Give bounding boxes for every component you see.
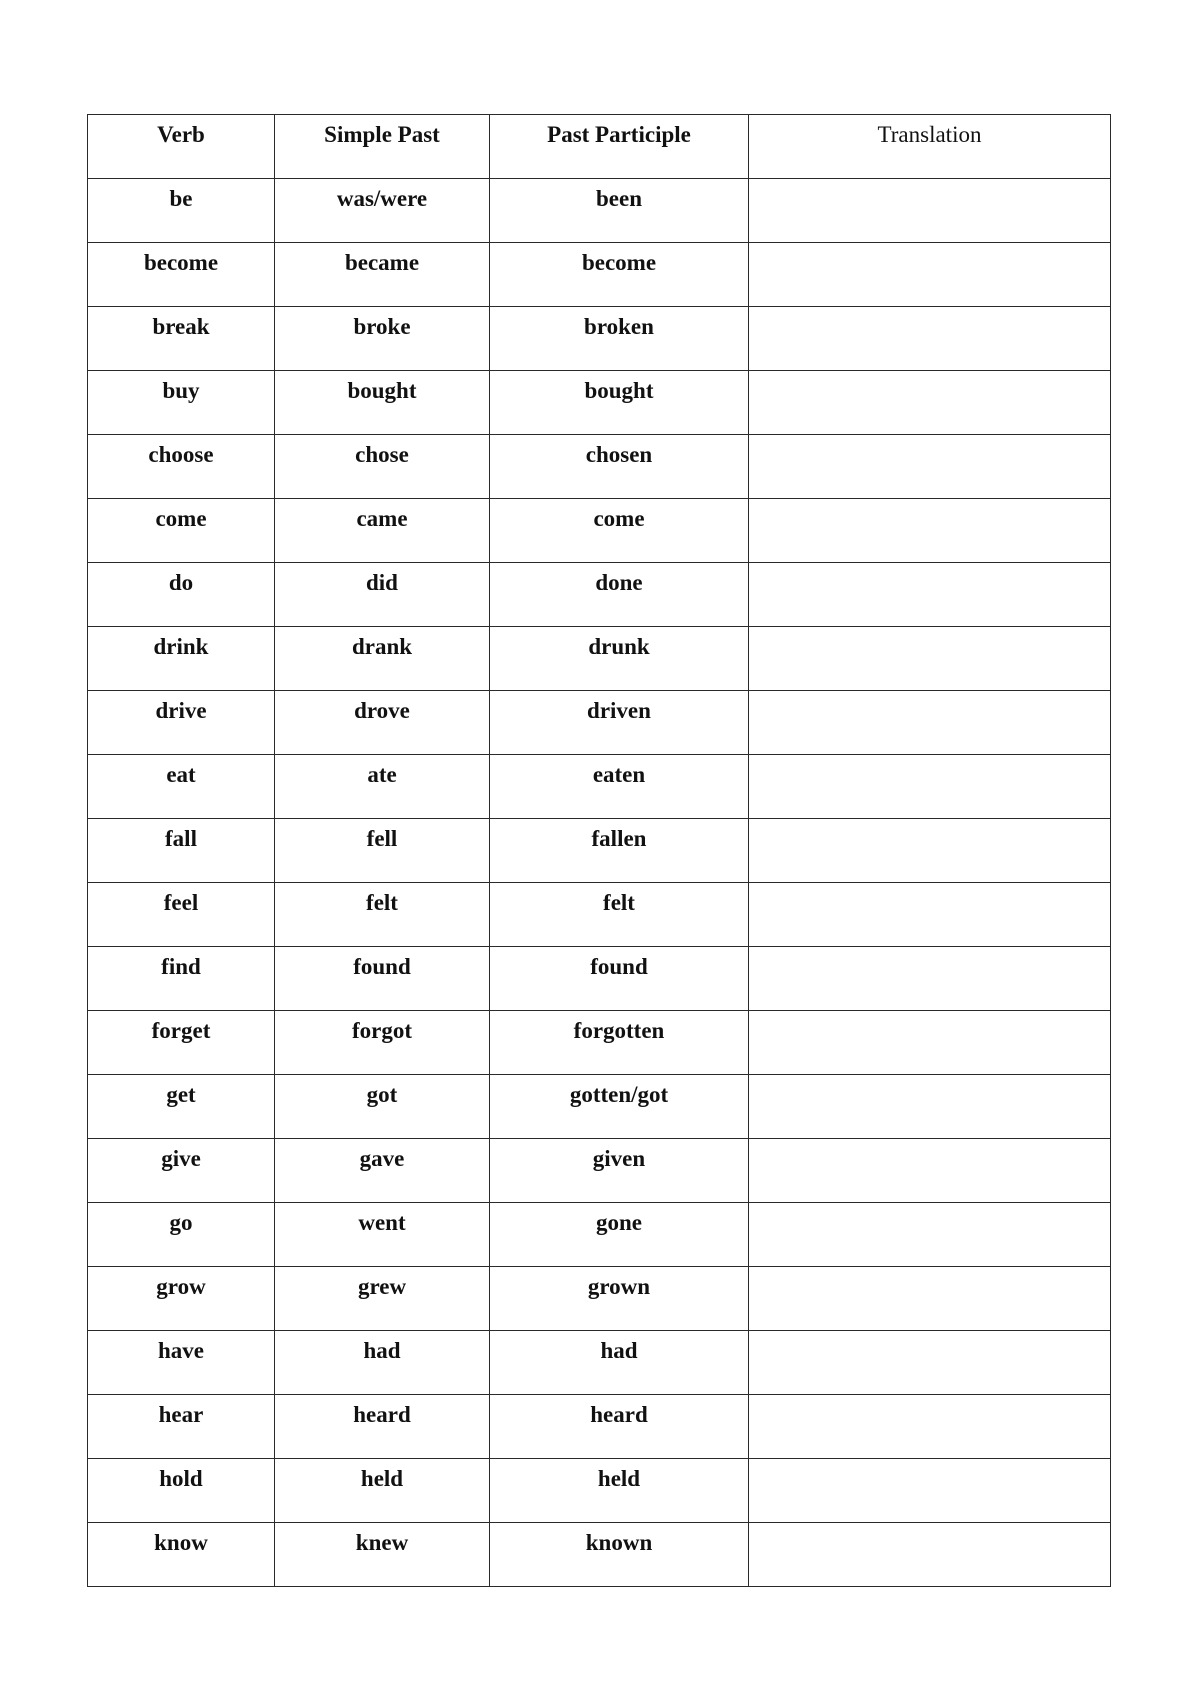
translation-cell[interactable] bbox=[749, 1395, 1111, 1459]
past-participle-cell: driven bbox=[490, 691, 749, 755]
simple-past-cell: broke bbox=[275, 307, 490, 371]
table-row bbox=[88, 371, 1111, 435]
table-row bbox=[88, 1331, 1111, 1395]
table-row bbox=[88, 1267, 1111, 1331]
translation-cell[interactable] bbox=[749, 499, 1111, 563]
translation-cell[interactable] bbox=[749, 1459, 1111, 1523]
table-row bbox=[88, 819, 1111, 883]
table-body bbox=[88, 179, 1111, 1587]
verb-cell: eat bbox=[88, 755, 275, 819]
translation-cell[interactable] bbox=[749, 371, 1111, 435]
verb-cell: find bbox=[88, 947, 275, 1011]
header-simple-past: Simple Past bbox=[275, 115, 490, 179]
past-participle-cell: had bbox=[490, 1331, 749, 1395]
translation-cell[interactable] bbox=[749, 243, 1111, 307]
simple-past-cell: ate bbox=[275, 755, 490, 819]
past-participle-cell: eaten bbox=[490, 755, 749, 819]
verb-cell: know bbox=[88, 1523, 275, 1587]
verb-cell: fall bbox=[88, 819, 275, 883]
header-row bbox=[88, 115, 1111, 179]
table-row bbox=[88, 179, 1111, 243]
verb-cell: drive bbox=[88, 691, 275, 755]
table-row bbox=[88, 1139, 1111, 1203]
past-participle-cell: come bbox=[490, 499, 749, 563]
simple-past-cell: came bbox=[275, 499, 490, 563]
table-row bbox=[88, 627, 1111, 691]
verb-cell: be bbox=[88, 179, 275, 243]
table-row bbox=[88, 1395, 1111, 1459]
table-row bbox=[88, 435, 1111, 499]
simple-past-cell: got bbox=[275, 1075, 490, 1139]
simple-past-cell: heard bbox=[275, 1395, 490, 1459]
translation-cell[interactable] bbox=[749, 563, 1111, 627]
header-translation: Translation bbox=[749, 115, 1111, 179]
past-participle-cell: bought bbox=[490, 371, 749, 435]
table-row bbox=[88, 883, 1111, 947]
simple-past-cell: held bbox=[275, 1459, 490, 1523]
translation-cell[interactable] bbox=[749, 627, 1111, 691]
translation-cell[interactable] bbox=[749, 691, 1111, 755]
simple-past-cell: chose bbox=[275, 435, 490, 499]
table-row bbox=[88, 1203, 1111, 1267]
past-participle-cell: gotten/got bbox=[490, 1075, 749, 1139]
header-verb: Verb bbox=[88, 115, 275, 179]
verb-cell: hold bbox=[88, 1459, 275, 1523]
past-participle-cell: done bbox=[490, 563, 749, 627]
simple-past-cell: became bbox=[275, 243, 490, 307]
simple-past-cell: grew bbox=[275, 1267, 490, 1331]
simple-past-cell: felt bbox=[275, 883, 490, 947]
past-participle-cell: chosen bbox=[490, 435, 749, 499]
verb-cell: go bbox=[88, 1203, 275, 1267]
translation-cell[interactable] bbox=[749, 435, 1111, 499]
translation-cell[interactable] bbox=[749, 947, 1111, 1011]
verb-cell: break bbox=[88, 307, 275, 371]
verb-cell: become bbox=[88, 243, 275, 307]
past-participle-cell: gone bbox=[490, 1203, 749, 1267]
translation-cell[interactable] bbox=[749, 1523, 1111, 1587]
table-row bbox=[88, 1011, 1111, 1075]
verb-cell: hear bbox=[88, 1395, 275, 1459]
past-participle-cell: given bbox=[490, 1139, 749, 1203]
verb-cell: have bbox=[88, 1331, 275, 1395]
table-row bbox=[88, 243, 1111, 307]
simple-past-cell: forgot bbox=[275, 1011, 490, 1075]
table-row bbox=[88, 307, 1111, 371]
translation-cell[interactable] bbox=[749, 883, 1111, 947]
simple-past-cell: gave bbox=[275, 1139, 490, 1203]
verb-cell: feel bbox=[88, 883, 275, 947]
translation-cell[interactable] bbox=[749, 755, 1111, 819]
table-row bbox=[88, 755, 1111, 819]
header-past-participle: Past Participle bbox=[490, 115, 749, 179]
verb-cell: drink bbox=[88, 627, 275, 691]
past-participle-cell: felt bbox=[490, 883, 749, 947]
simple-past-cell: drove bbox=[275, 691, 490, 755]
past-participle-cell: drunk bbox=[490, 627, 749, 691]
past-participle-cell: known bbox=[490, 1523, 749, 1587]
past-participle-cell: grown bbox=[490, 1267, 749, 1331]
verb-cell: get bbox=[88, 1075, 275, 1139]
translation-cell[interactable] bbox=[749, 1203, 1111, 1267]
past-participle-cell: forgotten bbox=[490, 1011, 749, 1075]
translation-cell[interactable] bbox=[749, 1139, 1111, 1203]
verb-cell: buy bbox=[88, 371, 275, 435]
translation-cell[interactable] bbox=[749, 1267, 1111, 1331]
verb-cell: give bbox=[88, 1139, 275, 1203]
verb-cell: do bbox=[88, 563, 275, 627]
simple-past-cell: went bbox=[275, 1203, 490, 1267]
table-row bbox=[88, 1075, 1111, 1139]
table-row bbox=[88, 1523, 1111, 1587]
translation-cell[interactable] bbox=[749, 819, 1111, 883]
simple-past-cell: was/were bbox=[275, 179, 490, 243]
past-participle-cell: held bbox=[490, 1459, 749, 1523]
irregular-verbs-table bbox=[87, 114, 1111, 1587]
verb-cell: come bbox=[88, 499, 275, 563]
table-header bbox=[88, 115, 1111, 179]
table-row bbox=[88, 691, 1111, 755]
past-participle-cell: found bbox=[490, 947, 749, 1011]
simple-past-cell: drank bbox=[275, 627, 490, 691]
simple-past-cell: had bbox=[275, 1331, 490, 1395]
verb-cell: grow bbox=[88, 1267, 275, 1331]
past-participle-cell: been bbox=[490, 179, 749, 243]
simple-past-cell: found bbox=[275, 947, 490, 1011]
past-participle-cell: heard bbox=[490, 1395, 749, 1459]
simple-past-cell: knew bbox=[275, 1523, 490, 1587]
simple-past-cell: did bbox=[275, 563, 490, 627]
past-participle-cell: fallen bbox=[490, 819, 749, 883]
table-row bbox=[88, 563, 1111, 627]
translation-cell[interactable] bbox=[749, 307, 1111, 371]
simple-past-cell: bought bbox=[275, 371, 490, 435]
translation-cell[interactable] bbox=[749, 1075, 1111, 1139]
table-row bbox=[88, 947, 1111, 1011]
verb-cell: choose bbox=[88, 435, 275, 499]
translation-cell[interactable] bbox=[749, 179, 1111, 243]
simple-past-cell: fell bbox=[275, 819, 490, 883]
past-participle-cell: broken bbox=[490, 307, 749, 371]
verb-cell: forget bbox=[88, 1011, 275, 1075]
table-row bbox=[88, 1459, 1111, 1523]
table-row bbox=[88, 499, 1111, 563]
past-participle-cell: become bbox=[490, 243, 749, 307]
translation-cell[interactable] bbox=[749, 1011, 1111, 1075]
translation-cell[interactable] bbox=[749, 1331, 1111, 1395]
